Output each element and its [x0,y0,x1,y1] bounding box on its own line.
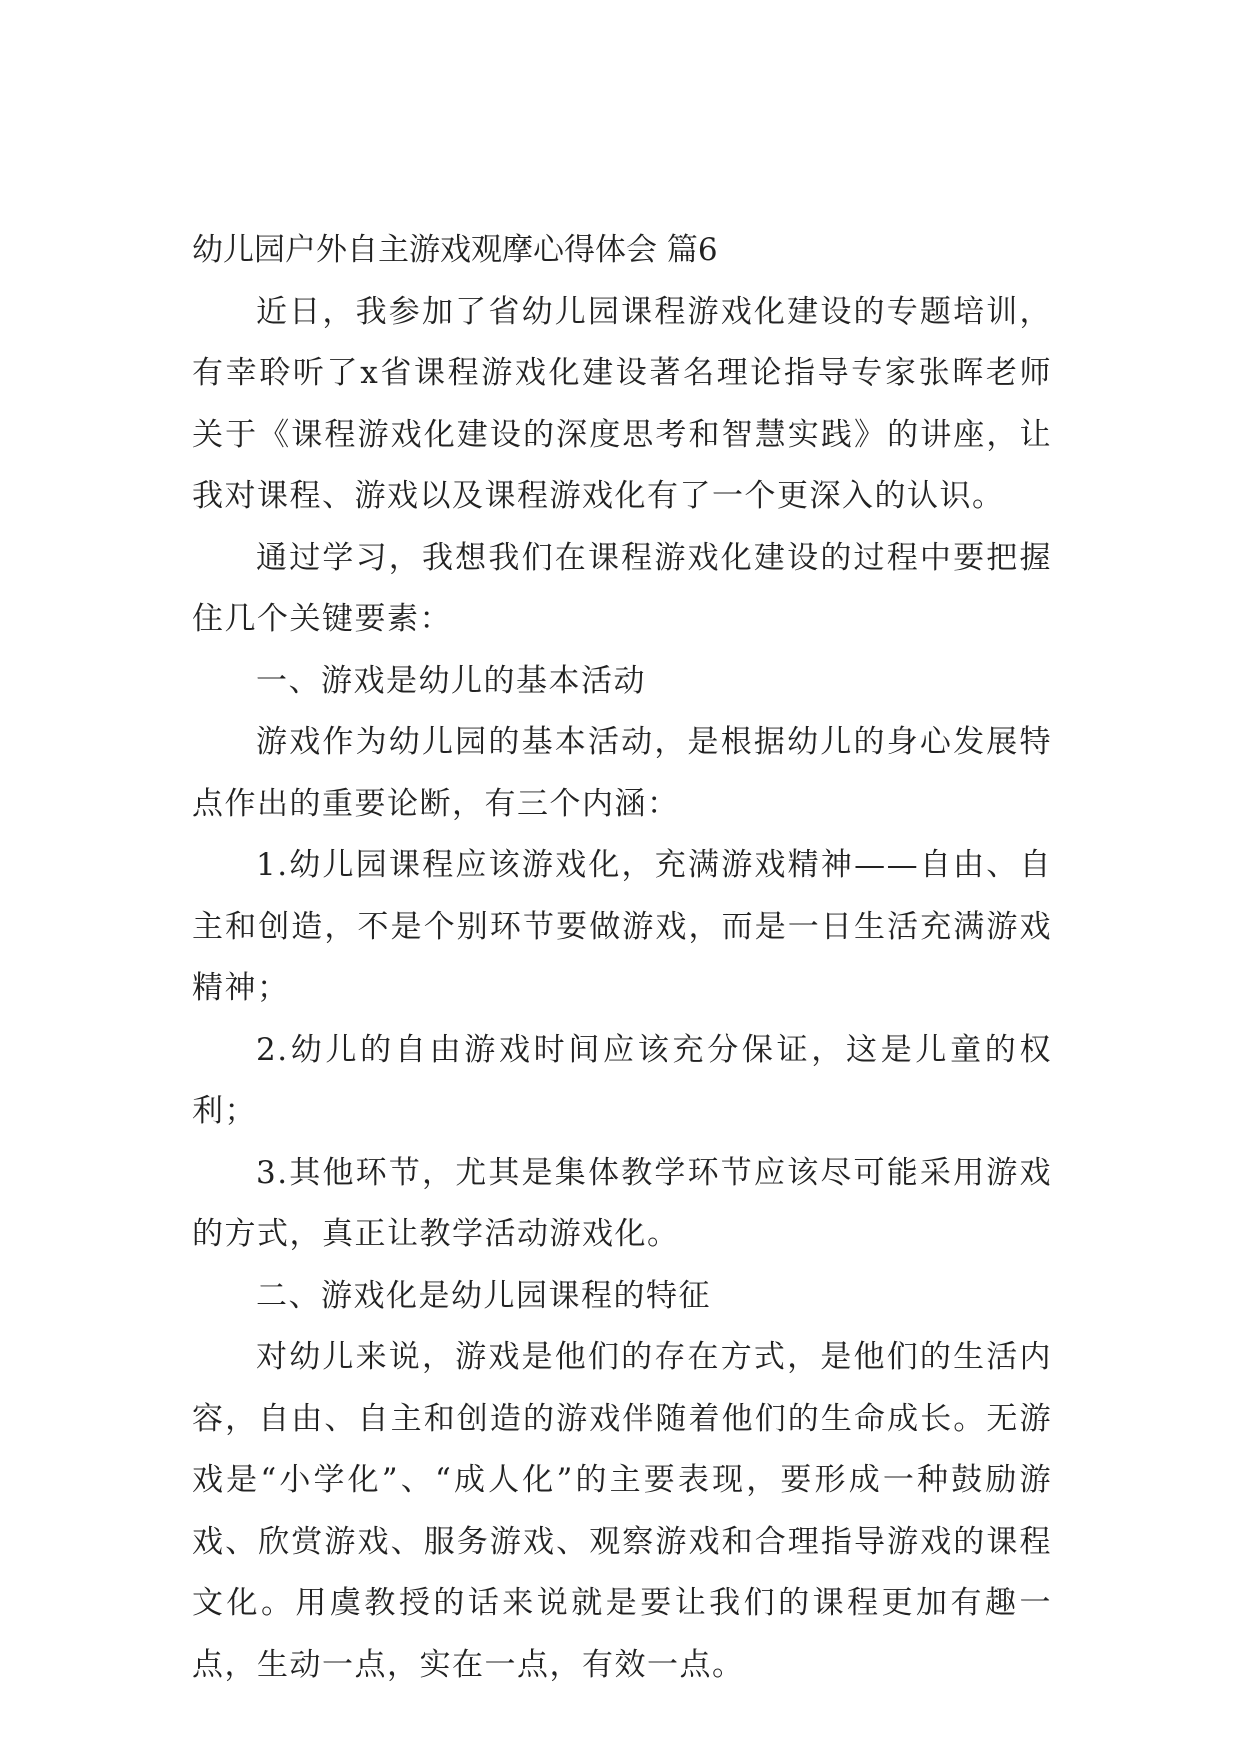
paragraph-intro: 近日，我参加了省幼儿园课程游戏化建设的专题培训，有幸聆听了x省课程游戏化建设著名理论指导专家张晖老师关于《课程游戏化建设的深度思考和智慧实践》的讲座，让我对课程、游戏以及课程游戏化有了一个更深入的认识。 [192,293,1052,514]
paragraph-basic-activity: 游戏作为幼儿园的基本活动，是根据幼儿的身心发展特点作出的重要论断，有三个内涵： [192,724,1052,822]
paragraph-curriculum-feature: 对幼儿来说，游戏是他们的存在方式，是他们的生活内容，自由、自主和创造的游戏伴随着他们的生命成长。无游戏是“小学化”、“成人化”的主要表现，要形成一种鼓励游戏、欣赏游戏、服务游戏、观察游戏和合理指导游戏的课程文化。用虞教授的话来说就是要让我们的课程更加有趣一点，生动一点，实在一点，有效一点。 [192,1339,1052,1683]
paragraph-key-elements: 通过学习，我想我们在课程游戏化建设的过程中要把握住几个关键要素： [192,539,1052,637]
list-item-2: 2.幼儿的自由游戏时间应该充分保证，这是儿童的权利； [192,1031,1052,1129]
list-item-3: 3.其他环节，尤其是集体教学环节应该尽可能采用游戏的方式，真正让教学活动游戏化。 [192,1154,1052,1252]
section-heading-1: 一、游戏是幼儿的基本活动 [256,662,646,699]
section-heading-2: 二、游戏化是幼儿园课程的特征 [256,1277,711,1314]
document-title: 幼儿园户外自主游戏观摩心得体会 篇6 [192,232,718,268]
document-body [192,220,1052,1696]
list-item-1: 1.幼儿园课程应该游戏化，充满游戏精神——自由、自主和创造，不是个别环节要做游戏，而是一日生活充满游戏精神； [192,847,1052,1006]
